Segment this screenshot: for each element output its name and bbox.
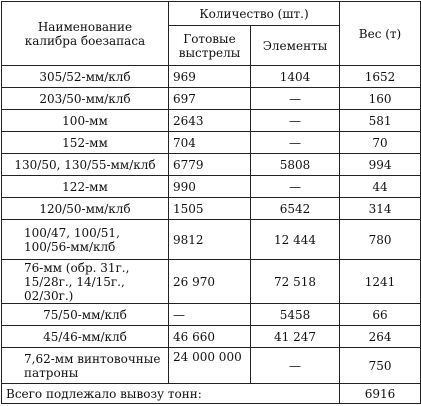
cell-caliber: 120/50-мм/клб	[2, 198, 169, 220]
header-caliber: Наименование калибра боезапаса	[2, 2, 169, 66]
cell-elements: —	[251, 348, 340, 384]
cell-ready: —	[169, 304, 251, 326]
table-body	[2, 66, 421, 404]
cell-weight: 264	[340, 326, 421, 348]
cell-caliber: 75/50-мм/клб	[2, 304, 169, 326]
cell-weight: 70	[340, 132, 421, 154]
cell-weight: 780	[340, 220, 421, 260]
header-quantity: Количество (шт.)	[169, 2, 340, 26]
cell-weight: 160	[340, 88, 421, 110]
header-elements: Элементы	[251, 26, 340, 66]
cell-caliber: 305/52-мм/клб	[2, 66, 169, 88]
cell-ready: 9812	[169, 220, 251, 260]
cell-caliber: 7,62-мм винтовочные патроны	[2, 348, 169, 384]
total-weight: 6916	[340, 384, 421, 404]
cell-elements: —	[251, 176, 340, 198]
cell-elements: 41 247	[251, 326, 340, 348]
cell-ready: 46 660	[169, 326, 251, 348]
table-row	[2, 326, 421, 348]
total-row	[2, 384, 421, 404]
cell-caliber: 76-мм (обр. 31г., 15/28г., 14/15г., 02/30г.)	[2, 260, 169, 304]
header-ready-shots: Готовые выстрелы	[169, 26, 251, 66]
cell-weight: 994	[340, 154, 421, 176]
cell-ready: 969	[169, 66, 251, 88]
cell-elements: —	[251, 110, 340, 132]
table-row	[2, 260, 421, 304]
table-row	[2, 348, 421, 384]
total-label: Всего подлежало вывозу тонн:	[2, 384, 340, 404]
cell-weight: 1241	[340, 260, 421, 304]
cell-elements: —	[251, 132, 340, 154]
ammunition-table	[1, 1, 421, 404]
cell-weight: 314	[340, 198, 421, 220]
cell-ready: 1505	[169, 198, 251, 220]
table-row	[2, 176, 421, 198]
cell-weight: 44	[340, 176, 421, 198]
table-row	[2, 110, 421, 132]
cell-elements: —	[251, 88, 340, 110]
cell-caliber: 203/50-мм/клб	[2, 88, 169, 110]
cell-ready: 6779	[169, 154, 251, 176]
cell-ready: 697	[169, 88, 251, 110]
cell-ready: 990	[169, 176, 251, 198]
ammunition-table-container	[1, 1, 421, 404]
cell-caliber: 122-мм	[2, 176, 169, 198]
cell-elements: 12 444	[251, 220, 340, 260]
table-row	[2, 198, 421, 220]
cell-weight: 581	[340, 110, 421, 132]
cell-caliber: 100/47, 100/51, 100/56-мм/клб	[2, 220, 169, 260]
cell-weight: 1652	[340, 66, 421, 88]
table-row	[2, 66, 421, 88]
cell-elements: 6542	[251, 198, 340, 220]
table-row	[2, 220, 421, 260]
cell-ready: 2643	[169, 110, 251, 132]
cell-caliber: 100-мм	[2, 110, 169, 132]
cell-elements: 5458	[251, 304, 340, 326]
table-row	[2, 132, 421, 154]
cell-elements: 72 518	[251, 260, 340, 304]
table-row	[2, 304, 421, 326]
table-row	[2, 88, 421, 110]
cell-caliber: 130/50, 130/55-мм/клб	[2, 154, 169, 176]
cell-elements: 5808	[251, 154, 340, 176]
table-row	[2, 154, 421, 176]
header-weight: Вес (т)	[340, 2, 421, 66]
cell-weight: 750	[340, 348, 421, 384]
cell-ready: 704	[169, 132, 251, 154]
cell-caliber: 152-мм	[2, 132, 169, 154]
cell-weight: 66	[340, 304, 421, 326]
cell-caliber: 45/46-мм/клб	[2, 326, 169, 348]
cell-elements: 1404	[251, 66, 340, 88]
cell-ready: 24 000 000	[169, 348, 251, 384]
cell-ready: 26 970	[169, 260, 251, 304]
